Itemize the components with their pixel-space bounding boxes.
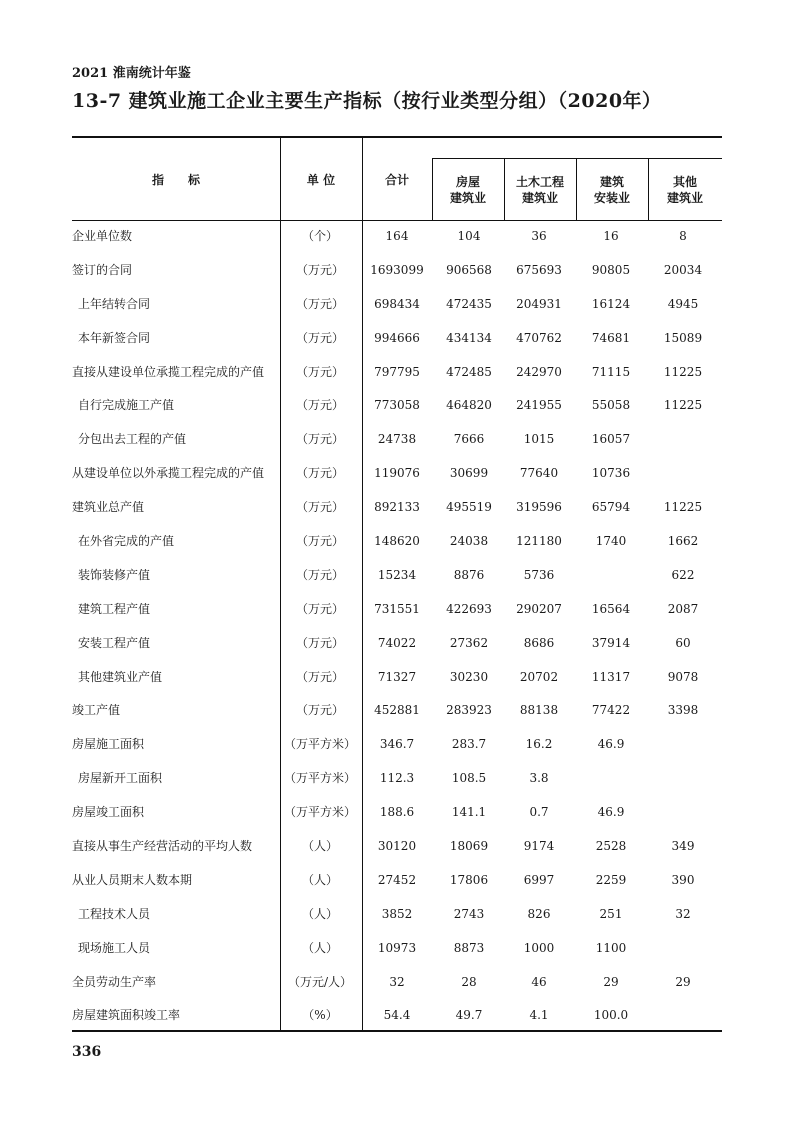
row-value: 495519 xyxy=(446,500,492,515)
row-value: 65794 xyxy=(591,500,631,515)
row-value: 77640 xyxy=(519,466,559,481)
row-unit: （万元） xyxy=(295,534,344,549)
row-unit: （万元） xyxy=(295,398,344,413)
row-value: 119076 xyxy=(374,466,420,481)
row-value: 88138 xyxy=(519,703,559,718)
yearbook-label: 2021 淮南统计年鉴 xyxy=(72,66,191,81)
row-value: 16.2 xyxy=(525,737,553,752)
row-value: 27362 xyxy=(449,635,489,650)
table-row xyxy=(72,322,722,356)
table-row xyxy=(72,762,722,796)
row-value: 204931 xyxy=(516,296,562,311)
row-value: 472435 xyxy=(446,296,492,311)
row-value: 9078 xyxy=(667,669,699,684)
row-unit: （万元） xyxy=(295,364,344,379)
row-value: 0.7 xyxy=(529,805,549,820)
row-value: 54.4 xyxy=(383,1008,411,1023)
row-unit: （万平方米） xyxy=(283,805,356,820)
row-value: 108.5 xyxy=(451,771,487,786)
row-value: 8 xyxy=(679,229,687,243)
row-value: 77422 xyxy=(591,703,631,718)
row-indicator: 直接从建设单位承揽工程完成的产值 xyxy=(72,364,265,379)
table-row xyxy=(72,796,722,830)
row-value: 2743 xyxy=(453,906,485,921)
row-value: 434134 xyxy=(446,330,492,345)
row-value: 20702 xyxy=(519,669,559,684)
row-indicator: 在外省完成的产值 xyxy=(78,534,175,549)
row-value: 6997 xyxy=(523,872,555,887)
row-value: 46.9 xyxy=(597,737,625,752)
table-row xyxy=(72,830,722,864)
row-value: 390 xyxy=(671,872,695,887)
row-value: 2528 xyxy=(595,839,627,854)
row-value: 121180 xyxy=(516,534,562,549)
row-value: 74022 xyxy=(377,635,417,650)
row-indicator: 房屋施工面积 xyxy=(72,737,145,752)
row-value: 1693099 xyxy=(370,262,424,277)
row-value: 470762 xyxy=(516,330,562,345)
row-value: 32 xyxy=(675,906,691,921)
row-value: 2259 xyxy=(595,872,627,887)
row-value: 30230 xyxy=(449,669,489,684)
row-unit: （万元） xyxy=(295,500,344,515)
row-value: 8873 xyxy=(453,940,485,955)
row-value: 906568 xyxy=(446,262,492,277)
row-indicator: 从建设单位以外承揽工程完成的产值 xyxy=(72,466,265,481)
row-value: 37914 xyxy=(591,635,631,650)
row-unit: （万元/人） xyxy=(287,974,353,989)
row-value: 16124 xyxy=(591,296,631,311)
table-row xyxy=(72,389,722,423)
row-unit: （万元） xyxy=(295,669,344,684)
row-indicator: 自行完成施工产值 xyxy=(78,398,175,413)
row-unit: （%） xyxy=(302,1008,338,1023)
subheader-rule xyxy=(432,158,722,159)
row-value: 1740 xyxy=(595,534,627,549)
row-indicator: 直接从事生产经营活动的平均人数 xyxy=(72,839,253,854)
row-value: 349 xyxy=(671,839,695,854)
row-unit: （万元） xyxy=(295,296,344,311)
row-value: 2087 xyxy=(667,601,699,616)
row-unit: （万元） xyxy=(295,432,344,447)
row-value: 4.1 xyxy=(529,1008,549,1023)
table-row xyxy=(72,491,722,525)
row-value: 27452 xyxy=(377,872,417,887)
row-value: 464820 xyxy=(446,398,492,413)
row-value: 797795 xyxy=(374,364,420,379)
row-value: 16564 xyxy=(591,601,631,616)
table-row xyxy=(72,356,722,390)
row-value: 11225 xyxy=(663,500,703,515)
row-value: 11317 xyxy=(591,669,631,684)
header-other xyxy=(648,174,722,206)
table-row xyxy=(72,220,722,254)
header-housing-line2: 建筑业 xyxy=(449,191,486,205)
row-value: 1662 xyxy=(667,534,699,549)
row-value: 32 xyxy=(389,974,405,989)
row-unit: （万平方米） xyxy=(283,771,356,786)
row-value: 892133 xyxy=(374,500,420,515)
row-indicator: 全员劳动生产率 xyxy=(72,974,157,989)
row-value: 452881 xyxy=(374,703,420,718)
row-value: 24738 xyxy=(377,432,417,447)
row-indicator: 分包出去工程的产值 xyxy=(78,432,187,447)
table-row xyxy=(72,593,722,627)
row-unit: （人） xyxy=(301,940,338,955)
row-indicator: 房屋新开工面积 xyxy=(78,771,163,786)
table-body xyxy=(72,220,722,1033)
row-value: 46.9 xyxy=(597,805,625,820)
row-unit: （万元） xyxy=(295,703,344,718)
row-unit: （万平方米） xyxy=(283,737,356,752)
row-value: 90805 xyxy=(591,262,631,277)
row-value: 18069 xyxy=(449,839,489,854)
row-value: 112.3 xyxy=(379,771,415,786)
row-indicator: 安装工程产值 xyxy=(78,635,151,650)
row-value: 30699 xyxy=(449,466,489,481)
row-value: 1015 xyxy=(523,432,555,447)
header-install xyxy=(576,174,648,206)
row-unit: （个） xyxy=(301,229,338,243)
row-value: 24038 xyxy=(449,534,489,549)
row-indicator: 工程技术人员 xyxy=(78,906,151,921)
header-other-line2: 建筑业 xyxy=(666,191,703,205)
row-indicator: 建筑业总产值 xyxy=(72,500,145,515)
table-row xyxy=(72,423,722,457)
header-indicator: 指 标 xyxy=(151,173,200,187)
header-total: 合计 xyxy=(384,173,409,187)
header-civil-line2: 建筑业 xyxy=(521,191,558,205)
table-row xyxy=(72,627,722,661)
row-value: 74681 xyxy=(591,330,631,345)
row-unit: （人） xyxy=(301,872,338,887)
row-value: 283.7 xyxy=(451,737,487,752)
row-indicator: 竣工产值 xyxy=(72,703,121,718)
row-value: 30120 xyxy=(377,839,417,854)
table-top-rule xyxy=(72,136,722,138)
row-value: 46 xyxy=(531,974,547,989)
row-unit: （人） xyxy=(301,839,338,854)
row-indicator: 房屋建筑面积竣工率 xyxy=(72,1008,181,1023)
row-indicator: 房屋竣工面积 xyxy=(72,805,145,820)
row-unit: （万元） xyxy=(295,466,344,481)
row-value: 60 xyxy=(675,635,691,650)
row-value: 622 xyxy=(671,567,695,582)
header-unit: 单 位 xyxy=(306,173,336,187)
row-value: 1100 xyxy=(595,940,627,955)
table-row xyxy=(72,966,722,1000)
row-value: 55058 xyxy=(591,398,631,413)
row-value: 16 xyxy=(603,229,619,243)
row-unit: （万元） xyxy=(295,330,344,345)
row-unit: （万元） xyxy=(295,262,344,277)
row-value: 3852 xyxy=(381,906,413,921)
row-value: 29 xyxy=(603,974,619,989)
row-value: 10736 xyxy=(591,466,631,481)
row-value: 9174 xyxy=(523,839,555,854)
page-title: 13-7 建筑业施工企业主要生产指标（按行业类型分组）（2020年） xyxy=(72,90,662,112)
row-value: 1000 xyxy=(523,940,555,955)
table-row xyxy=(72,932,722,966)
row-value: 71115 xyxy=(591,364,631,379)
header-housing-line1: 房屋 xyxy=(455,175,480,189)
row-value: 188.6 xyxy=(379,805,415,820)
table-row xyxy=(72,457,722,491)
header-install-line2: 安装业 xyxy=(593,191,630,205)
row-indicator: 企业单位数 xyxy=(72,229,133,243)
row-value: 346.7 xyxy=(379,737,415,752)
row-value: 731551 xyxy=(374,601,420,616)
table-row xyxy=(72,525,722,559)
table-row xyxy=(72,254,722,288)
row-value: 17806 xyxy=(449,872,489,887)
row-value: 472485 xyxy=(446,364,492,379)
row-value: 10973 xyxy=(377,940,417,955)
row-value: 675693 xyxy=(516,262,562,277)
table-row xyxy=(72,728,722,762)
row-unit: （万元） xyxy=(295,567,344,582)
row-value: 164 xyxy=(385,229,409,243)
row-value: 148620 xyxy=(374,534,420,549)
row-indicator: 上年结转合同 xyxy=(78,296,151,311)
header-housing xyxy=(432,174,504,206)
row-indicator: 建筑工程产值 xyxy=(78,601,151,616)
table-row xyxy=(72,694,722,728)
row-value: 826 xyxy=(527,906,551,921)
header-civil-line1: 土木工程 xyxy=(515,175,564,189)
header-install-line1: 建筑 xyxy=(599,175,624,189)
row-value: 8686 xyxy=(523,635,555,650)
table-row xyxy=(72,898,722,932)
row-value: 251 xyxy=(599,906,623,921)
table-row xyxy=(72,288,722,322)
page-number: 336 xyxy=(72,1044,102,1060)
header-civil xyxy=(504,174,576,206)
row-unit: （万元） xyxy=(295,635,344,650)
row-value: 11225 xyxy=(663,364,703,379)
row-value: 994666 xyxy=(374,330,420,345)
table-row xyxy=(72,999,722,1033)
row-value: 4945 xyxy=(667,296,699,311)
row-value: 141.1 xyxy=(451,805,487,820)
row-indicator: 从业人员期末人数本期 xyxy=(72,872,193,887)
row-indicator: 其他建筑业产值 xyxy=(78,669,163,684)
row-value: 28 xyxy=(461,974,477,989)
row-value: 29 xyxy=(675,974,691,989)
row-value: 422693 xyxy=(446,601,492,616)
row-value: 20034 xyxy=(663,262,703,277)
row-value: 15089 xyxy=(663,330,703,345)
row-value: 104 xyxy=(457,229,481,243)
row-value: 36 xyxy=(531,229,547,243)
row-unit: （人） xyxy=(301,906,338,921)
table-row xyxy=(72,559,722,593)
row-value: 290207 xyxy=(516,601,562,616)
row-value: 100.0 xyxy=(593,1008,629,1023)
row-value: 16057 xyxy=(591,432,631,447)
table-row xyxy=(72,661,722,695)
row-value: 7666 xyxy=(453,432,485,447)
row-indicator: 装饰装修产值 xyxy=(78,567,151,582)
row-value: 8876 xyxy=(453,567,485,582)
row-value: 698434 xyxy=(374,296,420,311)
table-row xyxy=(72,864,722,898)
row-unit: （万元） xyxy=(295,601,344,616)
row-value: 3.8 xyxy=(529,771,549,786)
row-value: 283923 xyxy=(446,703,492,718)
row-value: 71327 xyxy=(377,669,417,684)
row-value: 242970 xyxy=(516,364,562,379)
row-value: 11225 xyxy=(663,398,703,413)
row-value: 15234 xyxy=(377,567,417,582)
row-value: 5736 xyxy=(523,567,555,582)
row-value: 319596 xyxy=(516,500,562,515)
row-value: 241955 xyxy=(516,398,562,413)
row-indicator: 现场施工人员 xyxy=(78,940,151,955)
row-value: 773058 xyxy=(374,398,420,413)
row-indicator: 签订的合同 xyxy=(72,262,133,277)
header-other-line1: 其他 xyxy=(672,175,697,189)
row-indicator: 本年新签合同 xyxy=(78,330,151,345)
row-value: 49.7 xyxy=(455,1008,483,1023)
row-value: 3398 xyxy=(667,703,699,718)
